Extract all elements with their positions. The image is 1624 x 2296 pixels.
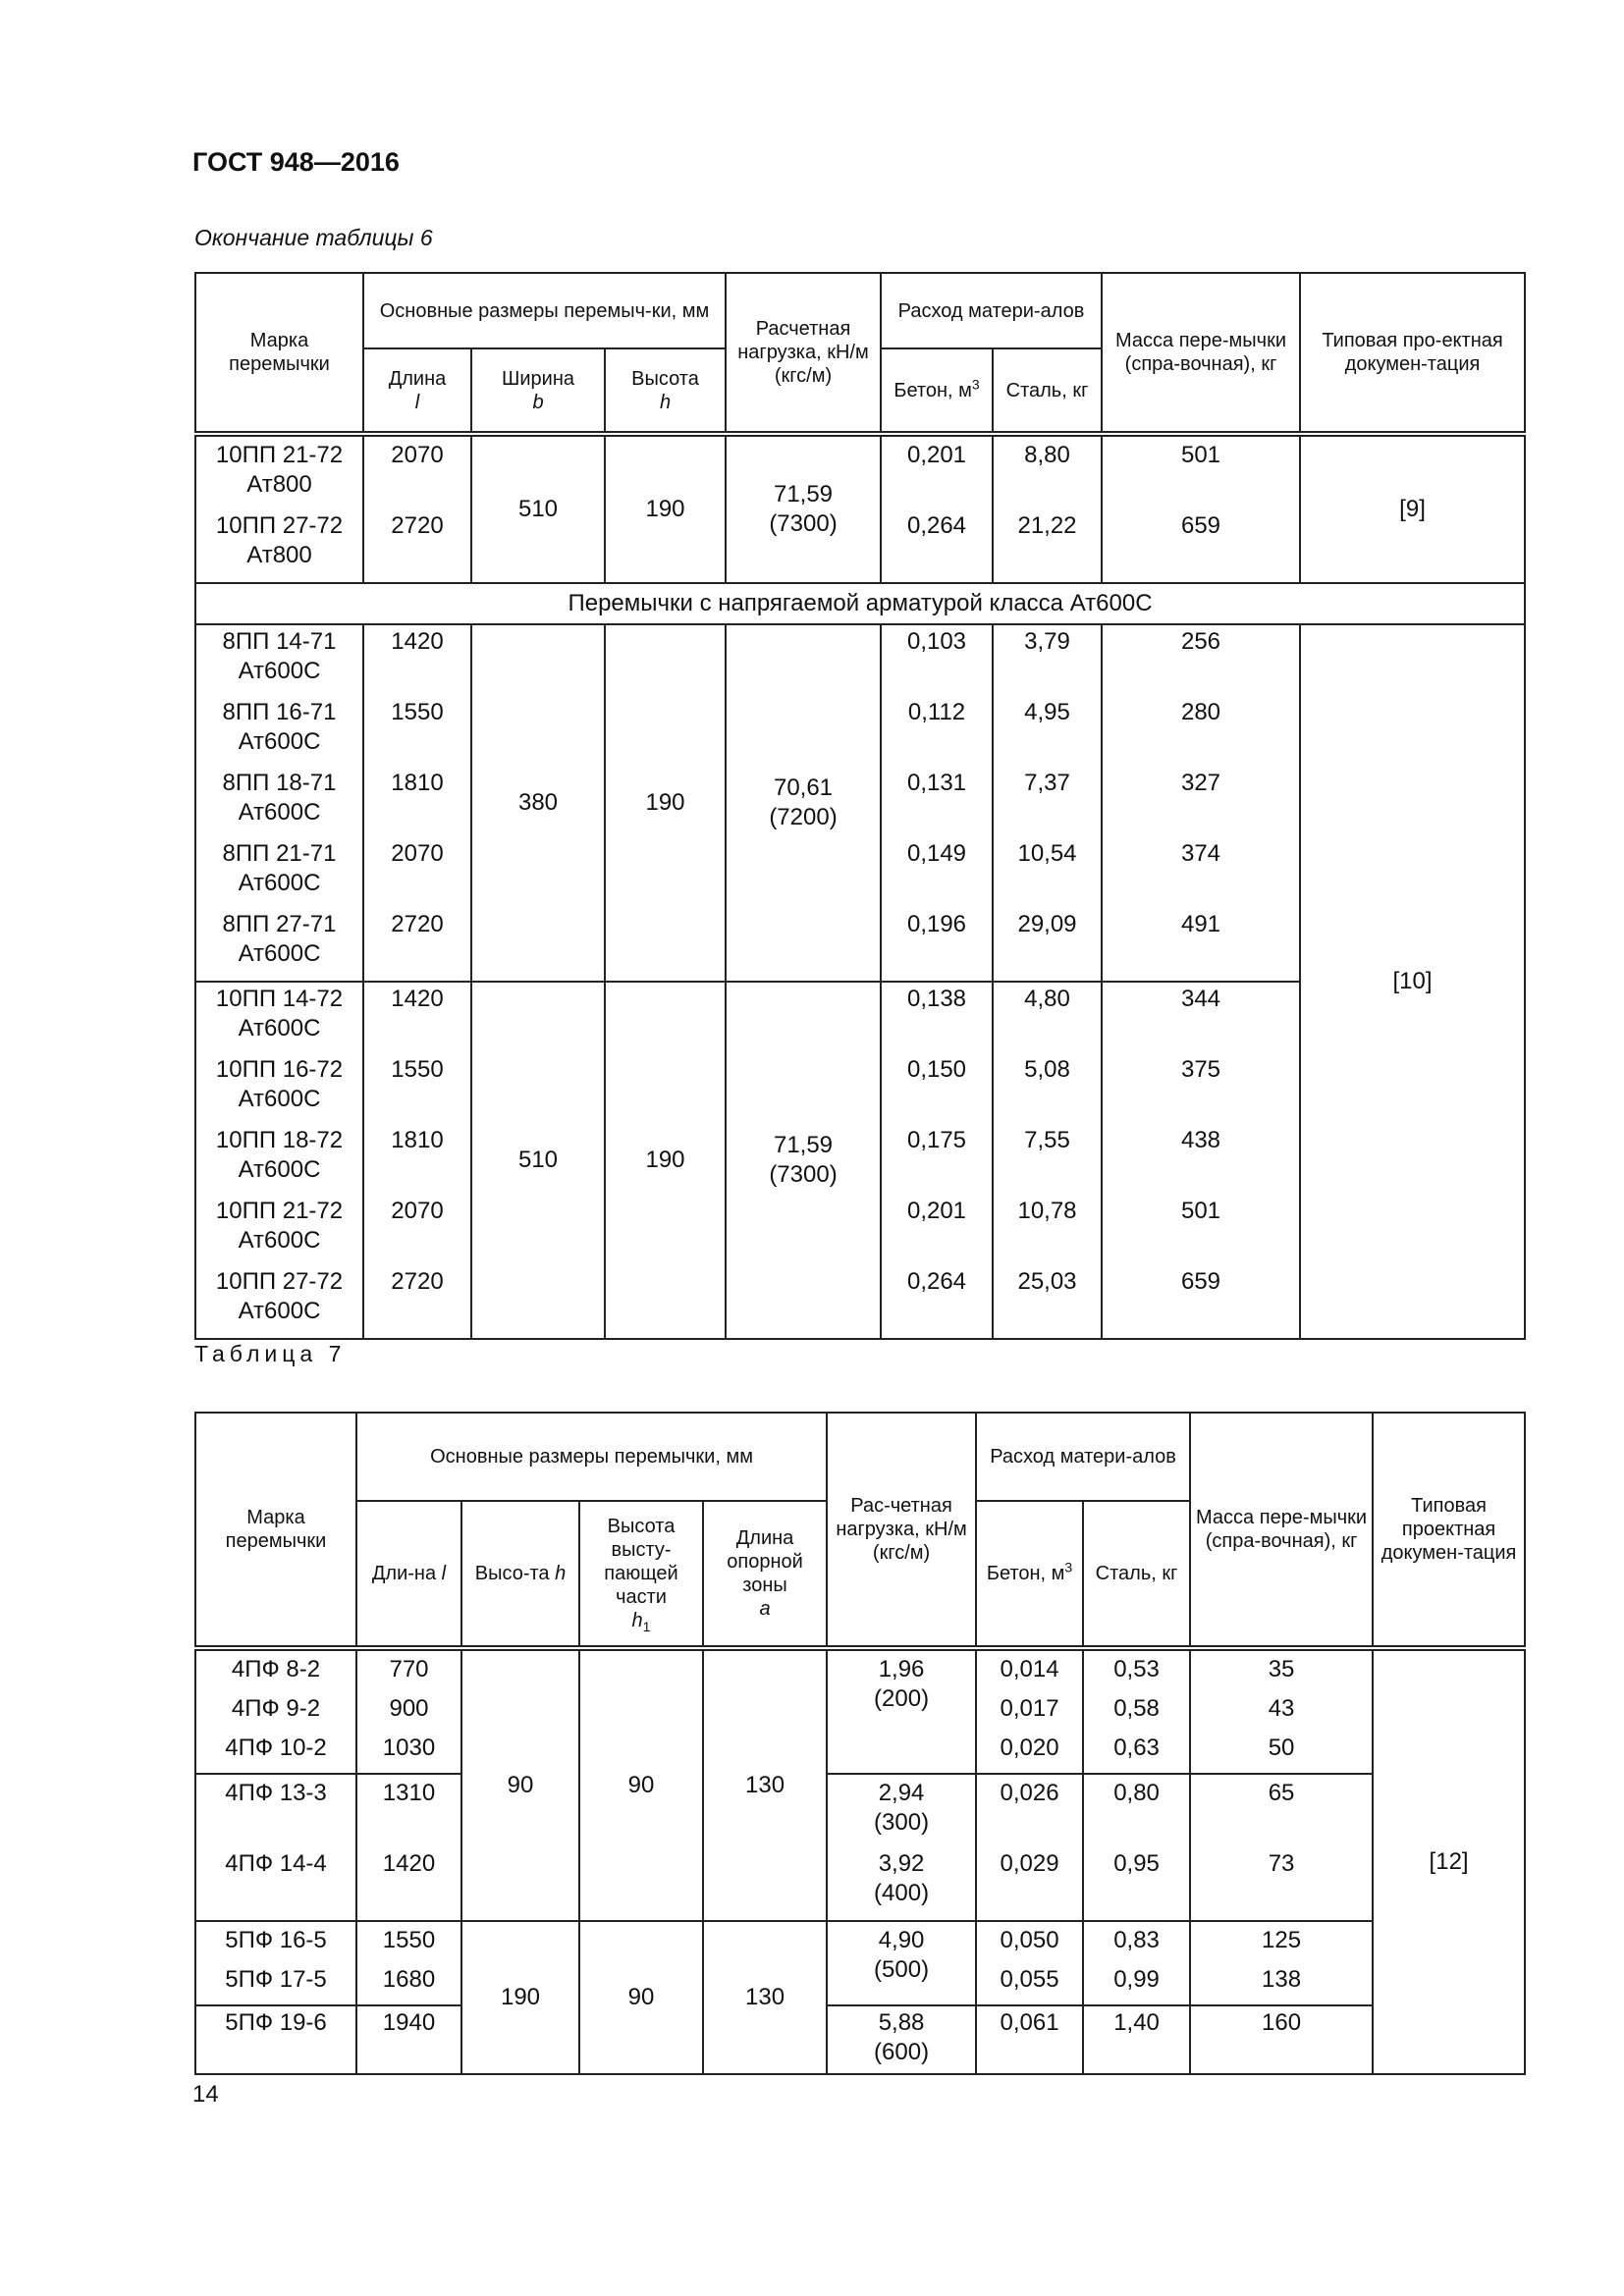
steel-value: 21,22 bbox=[1017, 512, 1077, 539]
mass-value: 375 bbox=[1180, 1056, 1221, 1083]
t7-header-mark: Марка перемычки bbox=[195, 1413, 356, 1648]
t7-header-concrete: Бетон, $м^3$ bbox=[976, 1501, 1083, 1648]
t6-section-title: Перемычки с напрягаемой арматурой класса Ат600С bbox=[195, 583, 1525, 624]
concrete-value: 0,055 bbox=[1000, 1966, 1059, 1993]
mass-value: 35 bbox=[1268, 1656, 1295, 1682]
concrete-value: 0,050 bbox=[1000, 1927, 1059, 1953]
length-value: 1550 bbox=[391, 699, 444, 725]
t6-group-at800 bbox=[195, 434, 1525, 583]
mass-value: 65 bbox=[1268, 1780, 1295, 1806]
mass-value: 659 bbox=[1180, 1268, 1221, 1295]
mass-value: 160 bbox=[1190, 2005, 1373, 2074]
t7-load-cell: 1,96 (200) bbox=[827, 1648, 976, 1774]
steel-value: 7,55 bbox=[1024, 1127, 1070, 1153]
t7-header-doc: Типовая проектная докумен-тация bbox=[1373, 1413, 1525, 1648]
mass-value: 125 bbox=[1262, 1927, 1302, 1953]
t7-load-cell: 2,94 (300) 3,92 (400) bbox=[827, 1774, 976, 1921]
t6-header-consumption: Расход матери-алов bbox=[881, 273, 1102, 348]
table-row-mark: 8ПП 18-71 Ат600С bbox=[222, 770, 337, 826]
steel-value: 8,80 bbox=[1024, 442, 1070, 468]
concrete-value: 0,112 bbox=[907, 699, 966, 725]
t7-group-5pf-b bbox=[195, 2005, 1525, 2074]
length-value: 2720 bbox=[391, 1268, 444, 1295]
mass-value: 438 bbox=[1180, 1127, 1221, 1153]
concrete-value: 0,029 bbox=[1000, 1850, 1059, 1877]
steel-value: 0,80 bbox=[1113, 1780, 1160, 1806]
length-value: 1680 bbox=[382, 1966, 436, 1993]
steel-value: 0,63 bbox=[1113, 1735, 1160, 1761]
t7-length-cell bbox=[356, 1774, 461, 1921]
mass-value: 138 bbox=[1262, 1966, 1302, 1993]
t7-header-projection: Высота высту-пающей части $h_1$ bbox=[579, 1501, 703, 1648]
concrete-value: 0,196 bbox=[906, 911, 967, 937]
t7-projection-cell: 90 bbox=[579, 1648, 703, 1921]
t6-marks-cell bbox=[195, 624, 363, 982]
steel-value: 0,58 bbox=[1113, 1695, 1160, 1722]
length-value: 2070 bbox=[391, 442, 444, 468]
mass-value: 50 bbox=[1268, 1735, 1295, 1761]
table-row-mark: 10ПП 18-72 Ат600С bbox=[215, 1127, 344, 1183]
t6-width-cell: 380 bbox=[471, 624, 605, 982]
length-value: 1420 bbox=[391, 628, 444, 655]
mass-value: 344 bbox=[1180, 986, 1221, 1012]
length-value: 2720 bbox=[391, 512, 444, 539]
table-row-mark: 4ПФ 8-2 bbox=[231, 1656, 321, 1682]
t6-steel-cell bbox=[993, 982, 1102, 1339]
t6-height-cell: 190 bbox=[605, 434, 726, 583]
t6-header-dims: Основные размеры перемыч-ки, мм bbox=[363, 273, 726, 348]
t6-header-height: Высота h bbox=[605, 348, 726, 434]
t6-header-steel: Сталь, кг bbox=[993, 348, 1102, 434]
concrete-value: 0,017 bbox=[1000, 1695, 1059, 1722]
t6-concrete-cell bbox=[881, 982, 993, 1339]
t6-height-cell: 190 bbox=[605, 624, 726, 982]
table-row-mark: 10ПП 14-72 Ат600С bbox=[215, 986, 344, 1041]
t6-mass-cell bbox=[1102, 434, 1300, 583]
table-row-mark: 10ПП 21-72 Ат800 bbox=[215, 442, 344, 498]
steel-value: 7,37 bbox=[1024, 770, 1070, 796]
length-value: 2070 bbox=[391, 840, 444, 867]
t7-header-support-zone: Длина опорной зоны a bbox=[703, 1501, 827, 1648]
t6-concrete-cell bbox=[881, 624, 993, 982]
concrete-value: 0,264 bbox=[906, 512, 967, 539]
t6-mass-cell bbox=[1102, 982, 1300, 1339]
mass-value: 327 bbox=[1180, 770, 1221, 796]
t7-group-4pf-b bbox=[195, 1774, 1525, 1921]
mass-value: 491 bbox=[1180, 911, 1221, 937]
length-value: 1810 bbox=[391, 770, 444, 796]
t6-load-cell: 71,59 (7300) bbox=[726, 434, 881, 583]
table-row-mark: 4ПФ 9-2 bbox=[231, 1695, 321, 1722]
t7-load-cell: 5,88 (600) bbox=[827, 2005, 976, 2074]
table-6 bbox=[194, 272, 1526, 1340]
steel-value: 10,78 bbox=[1017, 1198, 1077, 1224]
t7-steel-cell bbox=[1083, 1921, 1190, 2005]
concrete-value: 0,175 bbox=[906, 1127, 967, 1153]
mass-value: 374 bbox=[1180, 840, 1221, 867]
steel-value: 0,95 bbox=[1113, 1850, 1160, 1877]
t6-header-width: Ширина b bbox=[471, 348, 605, 434]
steel-value: 5,08 bbox=[1024, 1056, 1070, 1083]
t7-header-dims: Основные размеры перемычки, мм bbox=[356, 1413, 827, 1501]
length-value: 1030 bbox=[382, 1735, 436, 1761]
steel-value: 1,40 bbox=[1083, 2005, 1190, 2074]
steel-value: 10,54 bbox=[1017, 840, 1077, 867]
t6-header-mass: Масса пере-мычки (спра-вочная), кг bbox=[1102, 273, 1300, 434]
table-7-caption: Таблица 7 bbox=[194, 1341, 347, 1366]
table-6-caption: Окончание таблицы 6 bbox=[194, 225, 433, 250]
concrete-value: 0,150 bbox=[906, 1056, 967, 1083]
t7-group-5pf-a bbox=[195, 1921, 1525, 2005]
mass-value: 73 bbox=[1268, 1850, 1295, 1877]
concrete-value: 0,026 bbox=[1000, 1780, 1059, 1806]
table-row-mark: 10ПП 27-72 Ат800 bbox=[215, 512, 344, 568]
concrete-value: 0,014 bbox=[1000, 1656, 1059, 1682]
t6-marks-cell bbox=[195, 982, 363, 1339]
t7-header-mass: Масса пере-мычки (спра-вочная), кг bbox=[1190, 1413, 1373, 1648]
t7-marks-cell bbox=[195, 1648, 356, 1774]
t6-load-cell: 71,59 (7300) bbox=[726, 982, 881, 1339]
steel-value: 3,79 bbox=[1024, 628, 1070, 655]
t7-zone-cell: 130 bbox=[703, 1921, 827, 2074]
concrete-value: 0,264 bbox=[906, 1268, 967, 1295]
steel-value: 0,83 bbox=[1113, 1927, 1160, 1953]
steel-value: 0,53 bbox=[1113, 1656, 1160, 1682]
steel-value: 4,95 bbox=[1024, 699, 1070, 725]
length-value: 1420 bbox=[391, 986, 444, 1012]
t6-steel-cell bbox=[993, 624, 1102, 982]
table-row-mark: 8ПП 21-71 Ат600С bbox=[222, 840, 337, 896]
t6-doc-cell: [9] bbox=[1300, 434, 1525, 583]
t6-group-8pp bbox=[195, 624, 1525, 982]
t7-header-length: Дли-на l bbox=[356, 1501, 461, 1648]
mass-value: 256 bbox=[1180, 628, 1221, 655]
concrete-value: 0,201 bbox=[906, 1198, 967, 1224]
t7-length-cell bbox=[356, 1648, 461, 1774]
t7-mass-cell bbox=[1190, 1774, 1373, 1921]
t7-steel-cell bbox=[1083, 1774, 1190, 1921]
t7-projection-cell: 90 bbox=[579, 1921, 703, 2074]
table-row-mark: 5ПФ 19-6 bbox=[195, 2005, 356, 2074]
length-value: 2070 bbox=[391, 1198, 444, 1224]
length-value: 1310 bbox=[382, 1780, 436, 1806]
length-value: 1550 bbox=[382, 1927, 436, 1953]
t7-steel-cell bbox=[1083, 1648, 1190, 1774]
concrete-value: 0,020 bbox=[1000, 1735, 1059, 1761]
t6-mass-cell bbox=[1102, 624, 1300, 982]
mass-value: 501 bbox=[1180, 442, 1221, 468]
table-row-mark: 8ПП 27-71 Ат600С bbox=[222, 911, 337, 967]
concrete-value: 0,131 bbox=[906, 770, 967, 796]
table-row-mark: 4ПФ 10-2 bbox=[225, 1735, 327, 1761]
concrete-value: 0,138 bbox=[906, 986, 967, 1012]
table-row-mark: 8ПП 14-71 Ат600С bbox=[222, 628, 337, 684]
t7-doc-cell: [12] bbox=[1373, 1648, 1525, 2074]
mass-value: 43 bbox=[1268, 1695, 1295, 1722]
t7-marks-cell bbox=[195, 1921, 356, 2005]
table-row-mark: 5ПФ 17-5 bbox=[225, 1966, 327, 1993]
mass-value: 659 bbox=[1180, 512, 1221, 539]
t7-concrete-cell bbox=[976, 1648, 1083, 1774]
concrete-value: 0,201 bbox=[906, 442, 967, 468]
t6-steel-cell bbox=[993, 434, 1102, 583]
length-value: 900 bbox=[389, 1695, 429, 1722]
t7-zone-cell: 130 bbox=[703, 1648, 827, 1921]
t7-group-4pf-a bbox=[195, 1648, 1525, 1774]
t6-height-cell: 190 bbox=[605, 982, 726, 1339]
t6-header-load: Расчетная нагрузка, кН/м (кгс/м) bbox=[726, 273, 881, 434]
t6-load-cell: 70,61 (7200) bbox=[726, 624, 881, 982]
mass-value: 501 bbox=[1180, 1198, 1221, 1224]
t7-header-height: Высо-та h bbox=[461, 1501, 579, 1648]
length-value: 1420 bbox=[382, 1850, 436, 1877]
t7-concrete-cell bbox=[976, 1774, 1083, 1921]
page-number: 14 bbox=[192, 2081, 219, 2108]
steel-value: 4,80 bbox=[1024, 986, 1070, 1012]
table-row-mark: 8ПП 16-71 Ат600С bbox=[222, 699, 337, 755]
steel-value: 25,03 bbox=[1017, 1268, 1077, 1295]
t7-mass-cell bbox=[1190, 1921, 1373, 2005]
t7-header-steel: Сталь, кг bbox=[1083, 1501, 1190, 1648]
t6-marks-cell bbox=[195, 434, 363, 583]
t7-header-consumption: Расход матери-алов bbox=[976, 1413, 1190, 1501]
length-value: 1550 bbox=[391, 1056, 444, 1083]
table-row-mark: 10ПП 21-72 Ат600С bbox=[215, 1198, 344, 1254]
table-row-mark: 5ПФ 16-5 bbox=[225, 1927, 327, 1953]
steel-value: 0,99 bbox=[1113, 1966, 1160, 1993]
table-7 bbox=[194, 1412, 1526, 2075]
steel-value: 29,09 bbox=[1017, 911, 1077, 937]
mass-value: 280 bbox=[1180, 699, 1221, 725]
length-value: 2720 bbox=[391, 911, 444, 937]
t6-length-cell bbox=[363, 624, 471, 982]
table-row-mark: 10ПП 27-72 Ат600С bbox=[215, 1268, 344, 1324]
t7-header-load: Рас-четная нагрузка, кН/м (кгс/м) bbox=[827, 1413, 976, 1648]
table-row-mark: 4ПФ 13-3 bbox=[225, 1780, 327, 1806]
t7-height-cell: 190 bbox=[461, 1921, 579, 2074]
t7-concrete-cell bbox=[976, 1921, 1083, 2005]
t7-length-cell bbox=[356, 1921, 461, 2005]
t6-doc-cell: [10] bbox=[1300, 624, 1525, 1339]
t6-header-mark: Марка перемычки bbox=[195, 273, 363, 434]
table-row-mark: 10ПП 16-72 Ат600С bbox=[215, 1056, 344, 1112]
t7-marks-cell bbox=[195, 1774, 356, 1921]
t6-width-cell: 510 bbox=[471, 434, 605, 583]
concrete-value: 0,103 bbox=[906, 628, 967, 655]
t7-mass-cell bbox=[1190, 1648, 1373, 1774]
t6-header-doc: Типовая про-ектная докумен-тация bbox=[1300, 273, 1525, 434]
t6-width-cell: 510 bbox=[471, 982, 605, 1339]
table-row-mark: 4ПФ 14-4 bbox=[225, 1850, 327, 1877]
document-header: ГОСТ 948—2016 bbox=[192, 147, 400, 177]
t6-length-cell bbox=[363, 982, 471, 1339]
t6-header-length: Длина l bbox=[363, 348, 471, 434]
t7-height-cell: 90 bbox=[461, 1648, 579, 1921]
t7-load-cell: 4,90 (500) bbox=[827, 1921, 976, 2005]
t6-concrete-cell bbox=[881, 434, 993, 583]
length-value: 770 bbox=[389, 1656, 429, 1682]
length-value: 1810 bbox=[391, 1127, 444, 1153]
t6-length-cell bbox=[363, 434, 471, 583]
length-value: 1940 bbox=[356, 2005, 461, 2074]
concrete-value: 0,149 bbox=[906, 840, 967, 867]
t6-header-concrete: Бетон, $м^3$ bbox=[881, 348, 993, 434]
concrete-value: 0,061 bbox=[976, 2005, 1083, 2074]
